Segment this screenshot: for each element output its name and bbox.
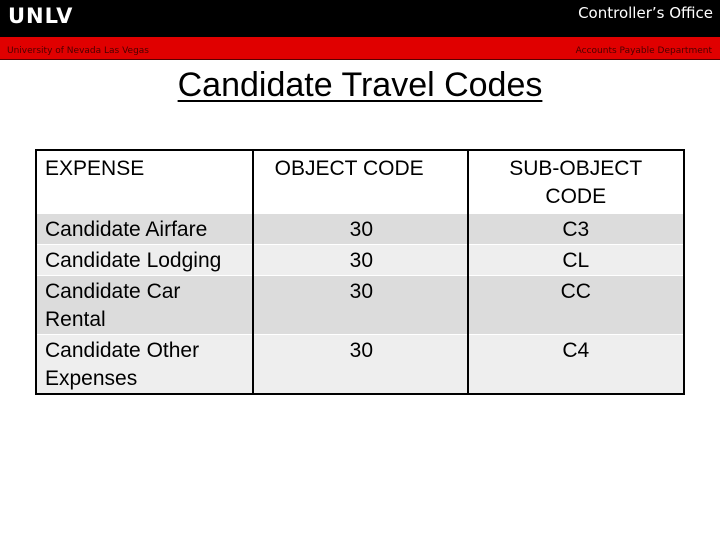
- table-row: [36, 335, 684, 395]
- travel-codes-table: [35, 149, 685, 395]
- department-name: Accounts Payable Department: [575, 46, 712, 56]
- sub-object-code-cell: C4: [468, 335, 684, 395]
- page-title-wrap: [0, 66, 720, 105]
- table-header-row: [36, 150, 684, 214]
- sub-object-code-cell: CL: [468, 245, 684, 276]
- object-code-cell: 30: [253, 335, 468, 395]
- university-name: University of Nevada Las Vegas: [7, 46, 149, 56]
- object-code-cell: 30: [253, 276, 468, 335]
- expense-cell: Candidate Car Rental: [36, 276, 253, 335]
- expense-cell: Candidate Lodging: [36, 245, 253, 276]
- object-code-cell: 30: [253, 214, 468, 245]
- sub-object-code-cell: CC: [468, 276, 684, 335]
- expense-cell: Candidate Other Expenses: [36, 335, 253, 395]
- table-row: [36, 214, 684, 245]
- expense-cell: Candidate Airfare: [36, 214, 253, 245]
- object-code-cell: 30: [253, 245, 468, 276]
- header-object-code: OBJECT CODE: [253, 150, 468, 214]
- page-title: Candidate Travel Codes: [177, 66, 543, 104]
- table-row: [36, 276, 684, 335]
- header-expense: EXPENSE: [36, 150, 253, 214]
- header-sub-object-code: SUB-OBJECT CODE: [468, 150, 684, 214]
- band-divider: [0, 59, 720, 60]
- unlv-logo: UNLV: [8, 4, 74, 28]
- sub-object-code-cell: C3: [468, 214, 684, 245]
- table-row: [36, 245, 684, 276]
- office-name: Controller’s Office: [578, 4, 713, 22]
